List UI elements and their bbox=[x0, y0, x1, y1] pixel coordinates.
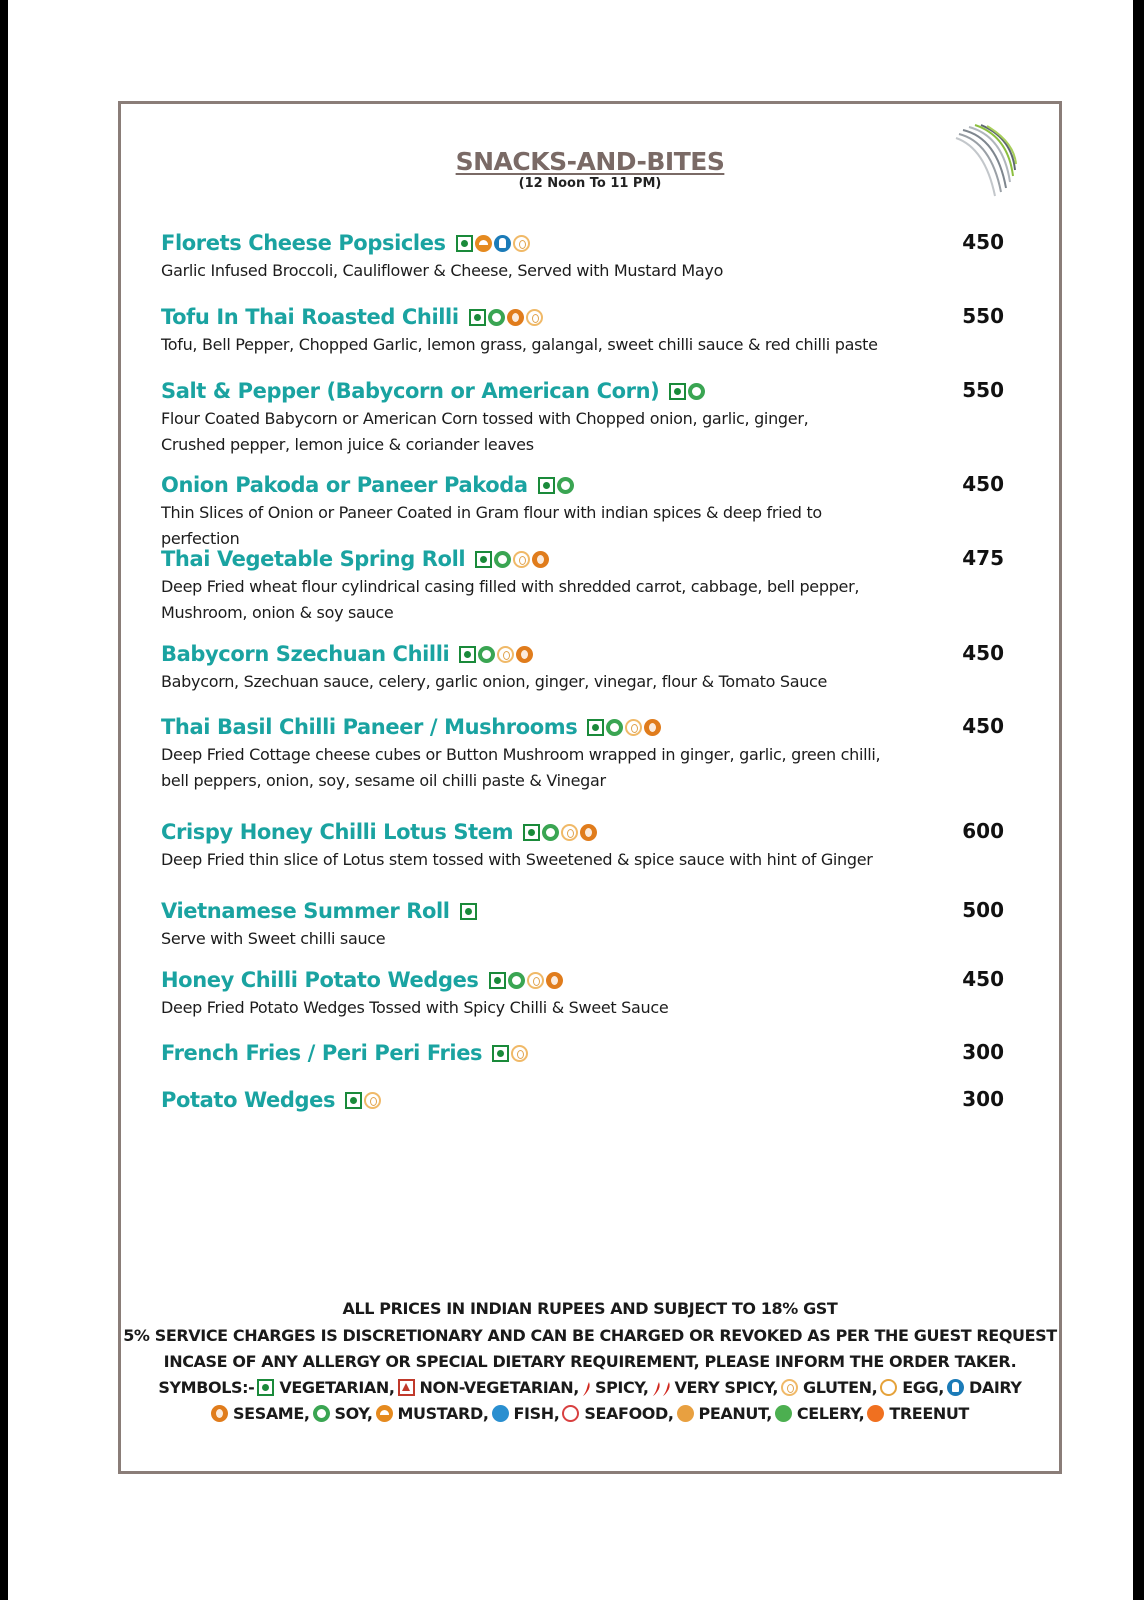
sesame-icon bbox=[532, 551, 549, 568]
menu-item-price: 500 bbox=[962, 898, 1004, 922]
allergen-icons bbox=[587, 719, 661, 736]
legend-label: TREENUT bbox=[889, 1404, 969, 1423]
menu-item-description: Deep Fried Potato Wedges Tossed with Spicy Chilli & Sweet Sauce bbox=[161, 998, 669, 1017]
menu-item-description: Flour Coated Babycorn or American Corn tossed with Chopped onion, garlic, ginger, bbox=[161, 409, 809, 428]
gluten-icon bbox=[526, 309, 543, 326]
legend-label: SOY, bbox=[334, 1404, 373, 1423]
gluten-icon bbox=[497, 646, 514, 663]
menu-item-description: Mushroom, onion & soy sauce bbox=[161, 603, 394, 622]
menu-item-header bbox=[161, 228, 1004, 258]
menu-item-price: 550 bbox=[962, 378, 1004, 402]
menu-item-header bbox=[161, 896, 1004, 926]
menu-item-header bbox=[161, 470, 1004, 500]
allergen-icons bbox=[489, 972, 563, 989]
menu-item-description: Deep Fried Cottage cheese cubes or Button Mushroom wrapped in ginger, garlic, green chilli, bbox=[161, 745, 881, 764]
vegetarian-icon bbox=[469, 309, 486, 326]
legend-entry bbox=[376, 1404, 489, 1423]
menu-item-header bbox=[161, 639, 1004, 669]
menu-item-name: Honey Chilli Potato Wedges bbox=[161, 968, 479, 992]
menu-item bbox=[161, 228, 1004, 284]
legend-label: PEANUT, bbox=[698, 1404, 772, 1423]
page-title: SNACKS-AND-BITES bbox=[455, 147, 725, 176]
sesame-icon bbox=[580, 824, 597, 841]
menu-item bbox=[161, 639, 1004, 695]
allergen-icons bbox=[460, 903, 477, 920]
celery-icon bbox=[775, 1405, 792, 1422]
menu-item-name: Thai Vegetable Spring Roll bbox=[161, 547, 466, 571]
allergen-icons bbox=[456, 235, 530, 252]
gluten-icon bbox=[513, 235, 530, 252]
vegetarian-icon bbox=[492, 1045, 509, 1062]
vegetarian-icon bbox=[489, 972, 506, 989]
sesame-icon bbox=[516, 646, 533, 663]
menu-item-description: Deep Fried wheat flour cylindrical casing filled with shredded carrot, cabbage, bell pepper, bbox=[161, 577, 860, 596]
dairy-icon bbox=[947, 1379, 964, 1396]
symbols-label: SYMBOLS:- bbox=[158, 1378, 255, 1397]
allergen-icons bbox=[345, 1092, 381, 1109]
menu-item-name: Onion Pakoda or Paneer Pakoda bbox=[161, 473, 528, 497]
menu-item-description: Crushed pepper, lemon juice & coriander leaves bbox=[161, 435, 534, 454]
allergen-icons bbox=[492, 1045, 528, 1062]
allergen-icons bbox=[538, 477, 574, 494]
gluten-icon bbox=[781, 1379, 798, 1396]
peanut-icon bbox=[677, 1405, 694, 1422]
soy-icon bbox=[494, 551, 511, 568]
mustard-icon bbox=[376, 1405, 393, 1422]
menu-item-header bbox=[161, 817, 1004, 847]
menu-item-description: Garlic Infused Broccoli, Cauliflower & Cheese, Served with Mustard Mayo bbox=[161, 261, 724, 280]
gluten-icon bbox=[625, 719, 642, 736]
soy-icon bbox=[313, 1405, 330, 1422]
menu-item bbox=[161, 896, 1004, 952]
gluten-icon bbox=[513, 551, 530, 568]
allergen-icons bbox=[523, 824, 597, 841]
soy-icon bbox=[542, 824, 559, 841]
menu-item-name: Vietnamese Summer Roll bbox=[161, 899, 450, 923]
menu-item bbox=[161, 965, 1004, 1021]
non-vegetarian-icon bbox=[398, 1379, 415, 1396]
vegetarian-icon bbox=[587, 719, 604, 736]
menu-item-name: Salt & Pepper (Babycorn or American Corn) bbox=[161, 379, 660, 403]
menu-item-header bbox=[161, 1085, 1004, 1115]
menu-item bbox=[161, 376, 1004, 458]
menu-item-price: 450 bbox=[962, 967, 1004, 991]
vegetarian-icon bbox=[475, 551, 492, 568]
page-subtitle: (12 Noon To 11 PM) bbox=[518, 176, 662, 191]
seafood-icon bbox=[562, 1405, 579, 1422]
mustard-icon bbox=[475, 235, 492, 252]
menu-item-description: Babycorn, Szechuan sauce, celery, garlic onion, ginger, vinegar, flour & Tomato Sauce bbox=[161, 672, 828, 691]
menu-item bbox=[161, 544, 1004, 626]
brand-logo bbox=[951, 122, 1021, 202]
sesame-icon bbox=[211, 1405, 228, 1422]
menu-item-price: 450 bbox=[962, 714, 1004, 738]
legend-entry bbox=[257, 1378, 394, 1397]
menu-item-description: bell peppers, onion, soy, sesame oil chilli paste & Vinegar bbox=[161, 771, 606, 790]
sesame-icon bbox=[644, 719, 661, 736]
menu-item-description: Tofu, Bell Pepper, Chopped Garlic, lemon grass, galangal, sweet chilli sauce & red chilli paste bbox=[161, 335, 878, 354]
allergen-icons bbox=[669, 383, 705, 400]
vegetarian-icon bbox=[538, 477, 555, 494]
legend-label: VERY SPICY, bbox=[674, 1378, 778, 1397]
menu-item-name: Thai Basil Chilli Paneer / Mushrooms bbox=[161, 715, 578, 739]
legend-entry bbox=[211, 1404, 310, 1423]
menu-item bbox=[161, 1038, 1004, 1068]
footer-line-service: 5% SERVICE CHARGES IS DISCRETIONARY AND CAN BE CHARGED OR REVOKED AS PER THE GUEST REQUEST bbox=[123, 1326, 1057, 1345]
menu-item bbox=[161, 470, 1004, 552]
vegetarian-icon bbox=[460, 903, 477, 920]
legend-entry bbox=[492, 1404, 560, 1423]
legend-entry bbox=[398, 1378, 579, 1397]
soy-icon bbox=[688, 383, 705, 400]
menu-item-header bbox=[161, 1038, 1004, 1068]
sesame-icon bbox=[546, 972, 563, 989]
vegetarian-icon bbox=[459, 646, 476, 663]
menu-item-description: Thin Slices of Onion or Paneer Coated in Gram flour with indian spices & deep fried to perfection bbox=[161, 503, 822, 548]
menu-item-header bbox=[161, 544, 1004, 574]
menu-item-description: Deep Fried thin slice of Lotus stem tossed with Sweetened & spice sauce with hint of Ginger bbox=[161, 850, 873, 869]
menu-item-header bbox=[161, 965, 1004, 995]
menu-item-price: 300 bbox=[962, 1087, 1004, 1111]
gluten-icon bbox=[561, 824, 578, 841]
legend-label: SEAFOOD, bbox=[584, 1404, 674, 1423]
soy-icon bbox=[557, 477, 574, 494]
menu-item-price: 600 bbox=[962, 819, 1004, 843]
vegetarian-icon bbox=[257, 1379, 274, 1396]
vegetarian-icon bbox=[669, 383, 686, 400]
spicy-icon bbox=[582, 1378, 592, 1397]
legend-entry bbox=[781, 1378, 877, 1397]
allergen-icons bbox=[469, 309, 543, 326]
very-spicy-icon bbox=[652, 1378, 672, 1397]
gluten-icon bbox=[511, 1045, 528, 1062]
menu-item bbox=[161, 1085, 1004, 1115]
footer-legend-row1 bbox=[121, 1378, 1059, 1397]
menu-item-header bbox=[161, 376, 1004, 406]
menu-item-description: Serve with Sweet chilli sauce bbox=[161, 929, 386, 948]
legend-entry bbox=[582, 1378, 649, 1397]
menu-item-price: 475 bbox=[962, 546, 1004, 570]
fish-icon bbox=[492, 1405, 509, 1422]
menu-item-header bbox=[161, 712, 1004, 742]
menu-item bbox=[161, 817, 1004, 873]
vegetarian-icon bbox=[345, 1092, 362, 1109]
menu-item-header bbox=[161, 302, 1004, 332]
allergen-icons bbox=[459, 646, 533, 663]
menu-item-name: Potato Wedges bbox=[161, 1088, 336, 1112]
menu-item-name: Crispy Honey Chilli Lotus Stem bbox=[161, 820, 514, 844]
legend-label: DAIRY bbox=[968, 1378, 1022, 1397]
legend-entry bbox=[867, 1404, 969, 1423]
menu-item-name: Florets Cheese Popsicles bbox=[161, 231, 446, 255]
legend-entry bbox=[775, 1404, 864, 1423]
legend-entry bbox=[947, 1378, 1022, 1397]
sesame-icon bbox=[507, 309, 524, 326]
legend-entry bbox=[313, 1404, 373, 1423]
menu-item-name: Babycorn Szechuan Chilli bbox=[161, 642, 450, 666]
legend-entry bbox=[677, 1404, 772, 1423]
legend-entry bbox=[880, 1378, 944, 1397]
legend-label: SESAME, bbox=[233, 1404, 310, 1423]
menu-item-price: 300 bbox=[962, 1040, 1004, 1064]
footer-line-allergy: INCASE OF ANY ALLERGY OR SPECIAL DIETARY REQUIREMENT, PLEASE INFORM THE ORDER TAKER. bbox=[163, 1352, 1017, 1371]
legend-label: CELERY, bbox=[796, 1404, 865, 1423]
legend-label: GLUTEN, bbox=[803, 1378, 878, 1397]
treenut-icon bbox=[867, 1405, 884, 1422]
gluten-icon bbox=[364, 1092, 381, 1109]
legend-label: NON-VEGETARIAN, bbox=[419, 1378, 579, 1397]
allergen-icons bbox=[475, 551, 549, 568]
soy-icon bbox=[606, 719, 623, 736]
footer-line-gst: ALL PRICES IN INDIAN RUPEES AND SUBJECT TO 18% GST bbox=[342, 1299, 838, 1318]
legend-label: EGG, bbox=[902, 1378, 944, 1397]
menu-item-price: 450 bbox=[962, 641, 1004, 665]
soy-icon bbox=[478, 646, 495, 663]
menu-item-price: 450 bbox=[962, 230, 1004, 254]
egg-icon bbox=[880, 1379, 897, 1396]
vegetarian-icon bbox=[456, 235, 473, 252]
menu-item-name: Tofu In Thai Roasted Chilli bbox=[161, 305, 459, 329]
legend-entry bbox=[562, 1404, 673, 1423]
menu-item-name: French Fries / Peri Peri Fries bbox=[161, 1041, 483, 1065]
soy-icon bbox=[508, 972, 525, 989]
vegetarian-icon bbox=[523, 824, 540, 841]
legend-label: FISH, bbox=[513, 1404, 560, 1423]
footer-legend-row2 bbox=[121, 1404, 1059, 1426]
menu-item-price: 450 bbox=[962, 472, 1004, 496]
menu-frame bbox=[118, 101, 1062, 1474]
menu-item bbox=[161, 712, 1004, 794]
legend-label: SPICY, bbox=[594, 1378, 649, 1397]
legend-label: MUSTARD, bbox=[397, 1404, 489, 1423]
menu-page bbox=[8, 0, 1133, 1600]
legend-label: VEGETARIAN, bbox=[279, 1378, 395, 1397]
dairy-icon bbox=[494, 235, 511, 252]
legend-entry bbox=[652, 1378, 778, 1397]
soy-icon bbox=[488, 309, 505, 326]
menu-item-price: 550 bbox=[962, 304, 1004, 328]
gluten-icon bbox=[527, 972, 544, 989]
menu-item bbox=[161, 302, 1004, 358]
